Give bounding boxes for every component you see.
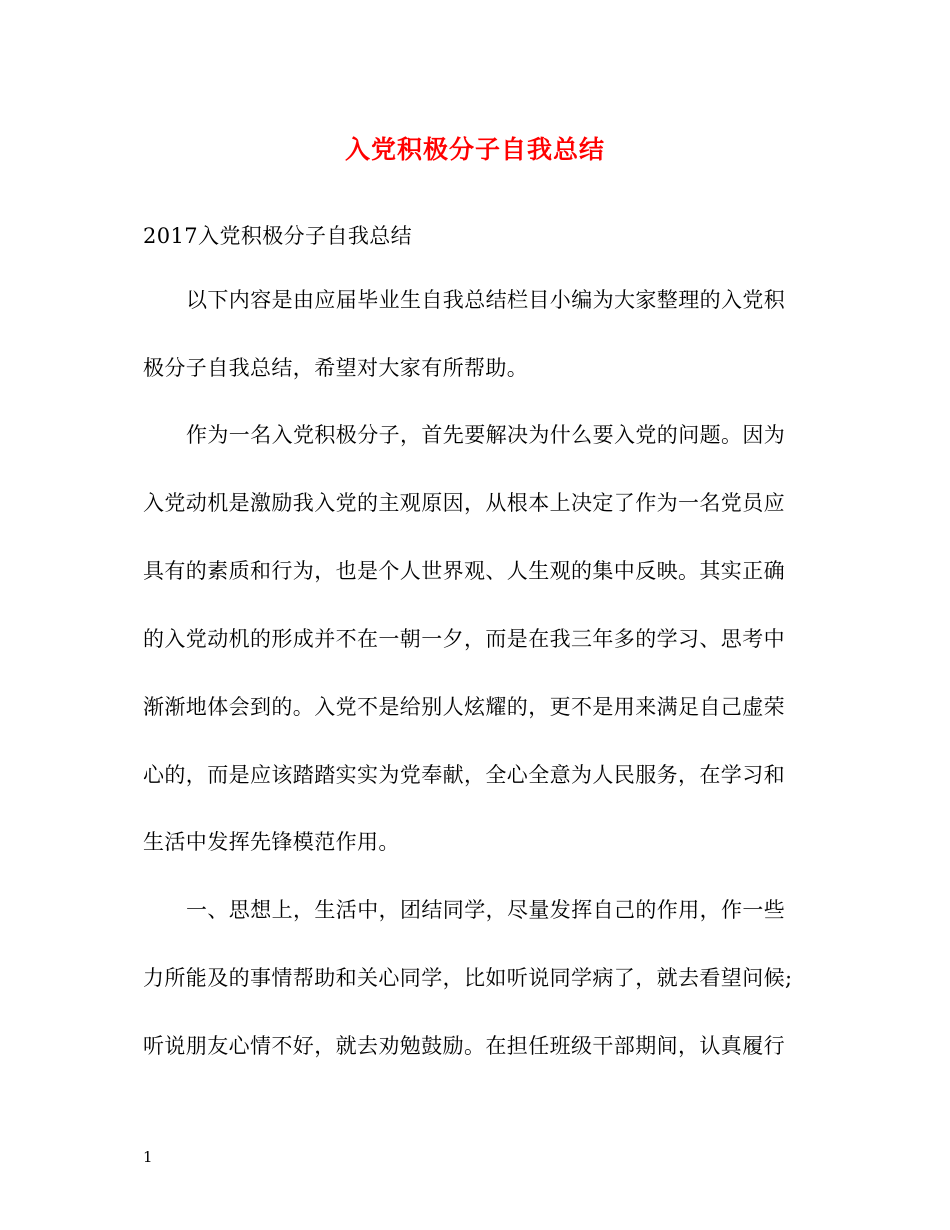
document-title: 入党积极分子自我总结 [344,135,605,164]
paragraph-line: 听说朋友心情不好，就去劝勉鼓励。在担任班级干部期间，认真履行 [143,1034,785,1058]
paragraph-line: 心的，而是应该踏踏实实为党奉献，全心全意为人民服务，在学习和 [143,763,785,787]
paragraph-line: 的入党动机的形成并不在一朝一夕，而是在我三年多的学习、思考中 [143,627,785,651]
page-number: 1 [143,1148,153,1166]
paragraph-line: 极分子自我总结，希望对大家有所帮助。 [143,356,529,380]
paragraph-line: 生活中发挥先锋模范作用。 [143,830,400,854]
paragraph-line: 作为一名入党积极分子，首先要解决为什么要入党的问题。因为 [186,423,786,447]
paragraph-line: 一、思想上，生活中，团结同学，尽量发挥自己的作用，作一些 [186,898,786,922]
paragraph-line: 以下内容是由应届毕业生自我总结栏目小编为大家整理的入党积 [186,288,786,312]
document-subtitle: 2017入党积极分子自我总结 [143,224,413,248]
paragraph-line: 渐渐地体会到的。入党不是给别人炫耀的，更不是用来满足自己虚荣 [143,695,785,719]
paragraph-line: 具有的素质和行为，也是个人世界观、人生观的集中反映。其实正确 [143,559,785,583]
paragraph-line: 入党动机是激励我入党的主观原因，从根本上决定了作为一名党员应 [143,491,785,515]
paragraph-line: 力所能及的事情帮助和关心同学，比如听说同学病了，就去看望问候; [143,966,793,990]
